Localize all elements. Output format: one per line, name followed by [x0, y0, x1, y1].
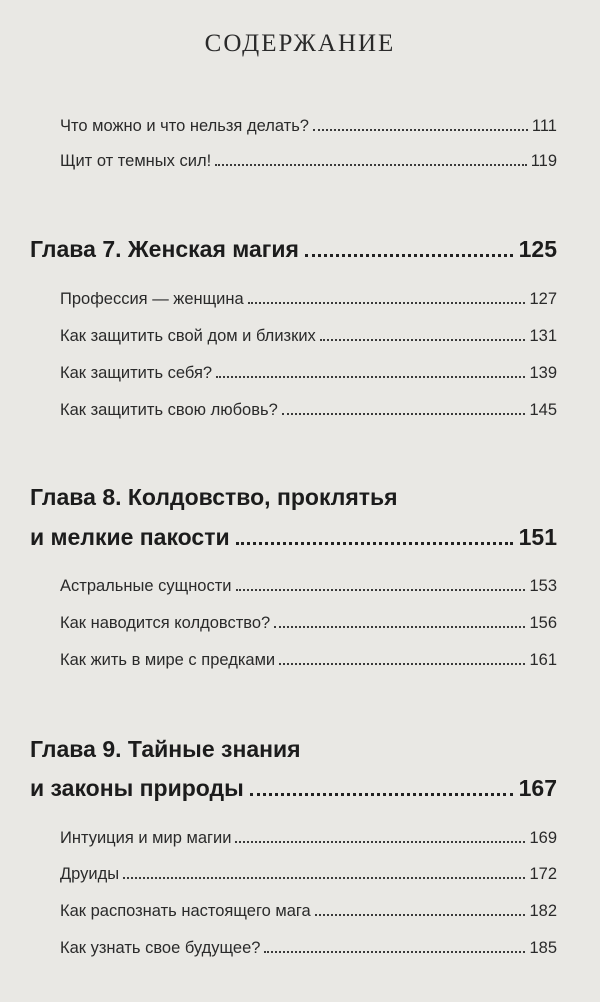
entry-page: 185 [529, 939, 557, 957]
toc-entry [60, 939, 557, 958]
toc-entry [60, 401, 557, 420]
chapter-heading [30, 775, 557, 802]
entry-title: Как узнать свое будущее? [60, 939, 261, 957]
toc-entry [60, 829, 557, 848]
toc-entry [60, 865, 557, 884]
entry-title: Как жить в мире с предками [60, 651, 276, 669]
toc-entry [60, 117, 557, 136]
dot-leader [320, 339, 526, 341]
entry-page: 156 [529, 614, 557, 632]
entry-page: 119 [530, 152, 557, 170]
entry-page: 182 [529, 902, 557, 920]
entry-page: 169 [529, 829, 557, 847]
entry-title: Как защитить свой дом и близких [60, 327, 316, 345]
dot-leader [315, 914, 526, 916]
chapter-heading [30, 236, 557, 263]
dot-leader [236, 589, 526, 591]
toc-entry [60, 902, 557, 921]
chapter-title-line1: Глава 8. Колдовство, проклятья [30, 484, 398, 510]
toc-entry [60, 152, 557, 171]
chapter-page: 125 [518, 236, 557, 262]
dot-leader [216, 376, 525, 378]
entry-page: 127 [529, 290, 557, 308]
dot-leader [313, 129, 528, 131]
chapter-title-line2: и мелкие пакости [30, 524, 230, 550]
entry-title: Как защитить себя? [60, 364, 213, 382]
chapter-page: 151 [518, 524, 557, 550]
entry-page: 139 [529, 364, 557, 382]
chapter-heading [30, 524, 557, 551]
toc-entry [60, 651, 557, 670]
entry-title: Интуиция и мир магии [60, 829, 232, 847]
entry-title: Профессия — женщина [60, 290, 244, 308]
entry-title: Как распознать настоящего мага [60, 902, 311, 920]
toc-entry [60, 290, 557, 309]
entry-title: Что можно и что нельзя делать? [60, 117, 309, 135]
chapter-title-line2: и законы природы [30, 775, 244, 801]
entry-title: Астральные сущности [60, 577, 232, 595]
dot-leader [248, 302, 526, 304]
entry-title: Как защитить свою любовь? [60, 401, 278, 419]
page-title: СОДЕРЖАНИЕ [204, 30, 396, 57]
dot-leader [274, 626, 525, 628]
toc-entry [60, 577, 557, 596]
entry-page: 131 [529, 327, 557, 345]
toc-entry [60, 364, 557, 383]
dot-leader [250, 793, 513, 796]
dot-leader [305, 254, 513, 257]
dot-leader [282, 413, 526, 415]
toc-entry [60, 327, 557, 346]
dot-leader [215, 164, 527, 166]
entry-title: Друиды [60, 865, 120, 883]
entry-title: Щит от темных сил! [60, 152, 212, 170]
entry-page: 153 [529, 577, 557, 595]
entry-page: 161 [529, 651, 557, 669]
toc-entry [60, 614, 557, 633]
entry-page: 172 [529, 865, 557, 883]
chapter-title: Глава 7. Женская магия [30, 236, 299, 262]
chapter-page: 167 [518, 775, 557, 801]
entry-page: 111 [531, 117, 557, 135]
entry-title: Как наводится колдовство? [60, 614, 271, 632]
dot-leader [264, 951, 525, 953]
entry-page: 145 [529, 401, 557, 419]
dot-leader [279, 663, 525, 665]
dot-leader [236, 542, 513, 545]
chapter-title-line1: Глава 9. Тайные знания [30, 736, 301, 762]
dot-leader [235, 841, 525, 843]
dot-leader [123, 877, 525, 879]
